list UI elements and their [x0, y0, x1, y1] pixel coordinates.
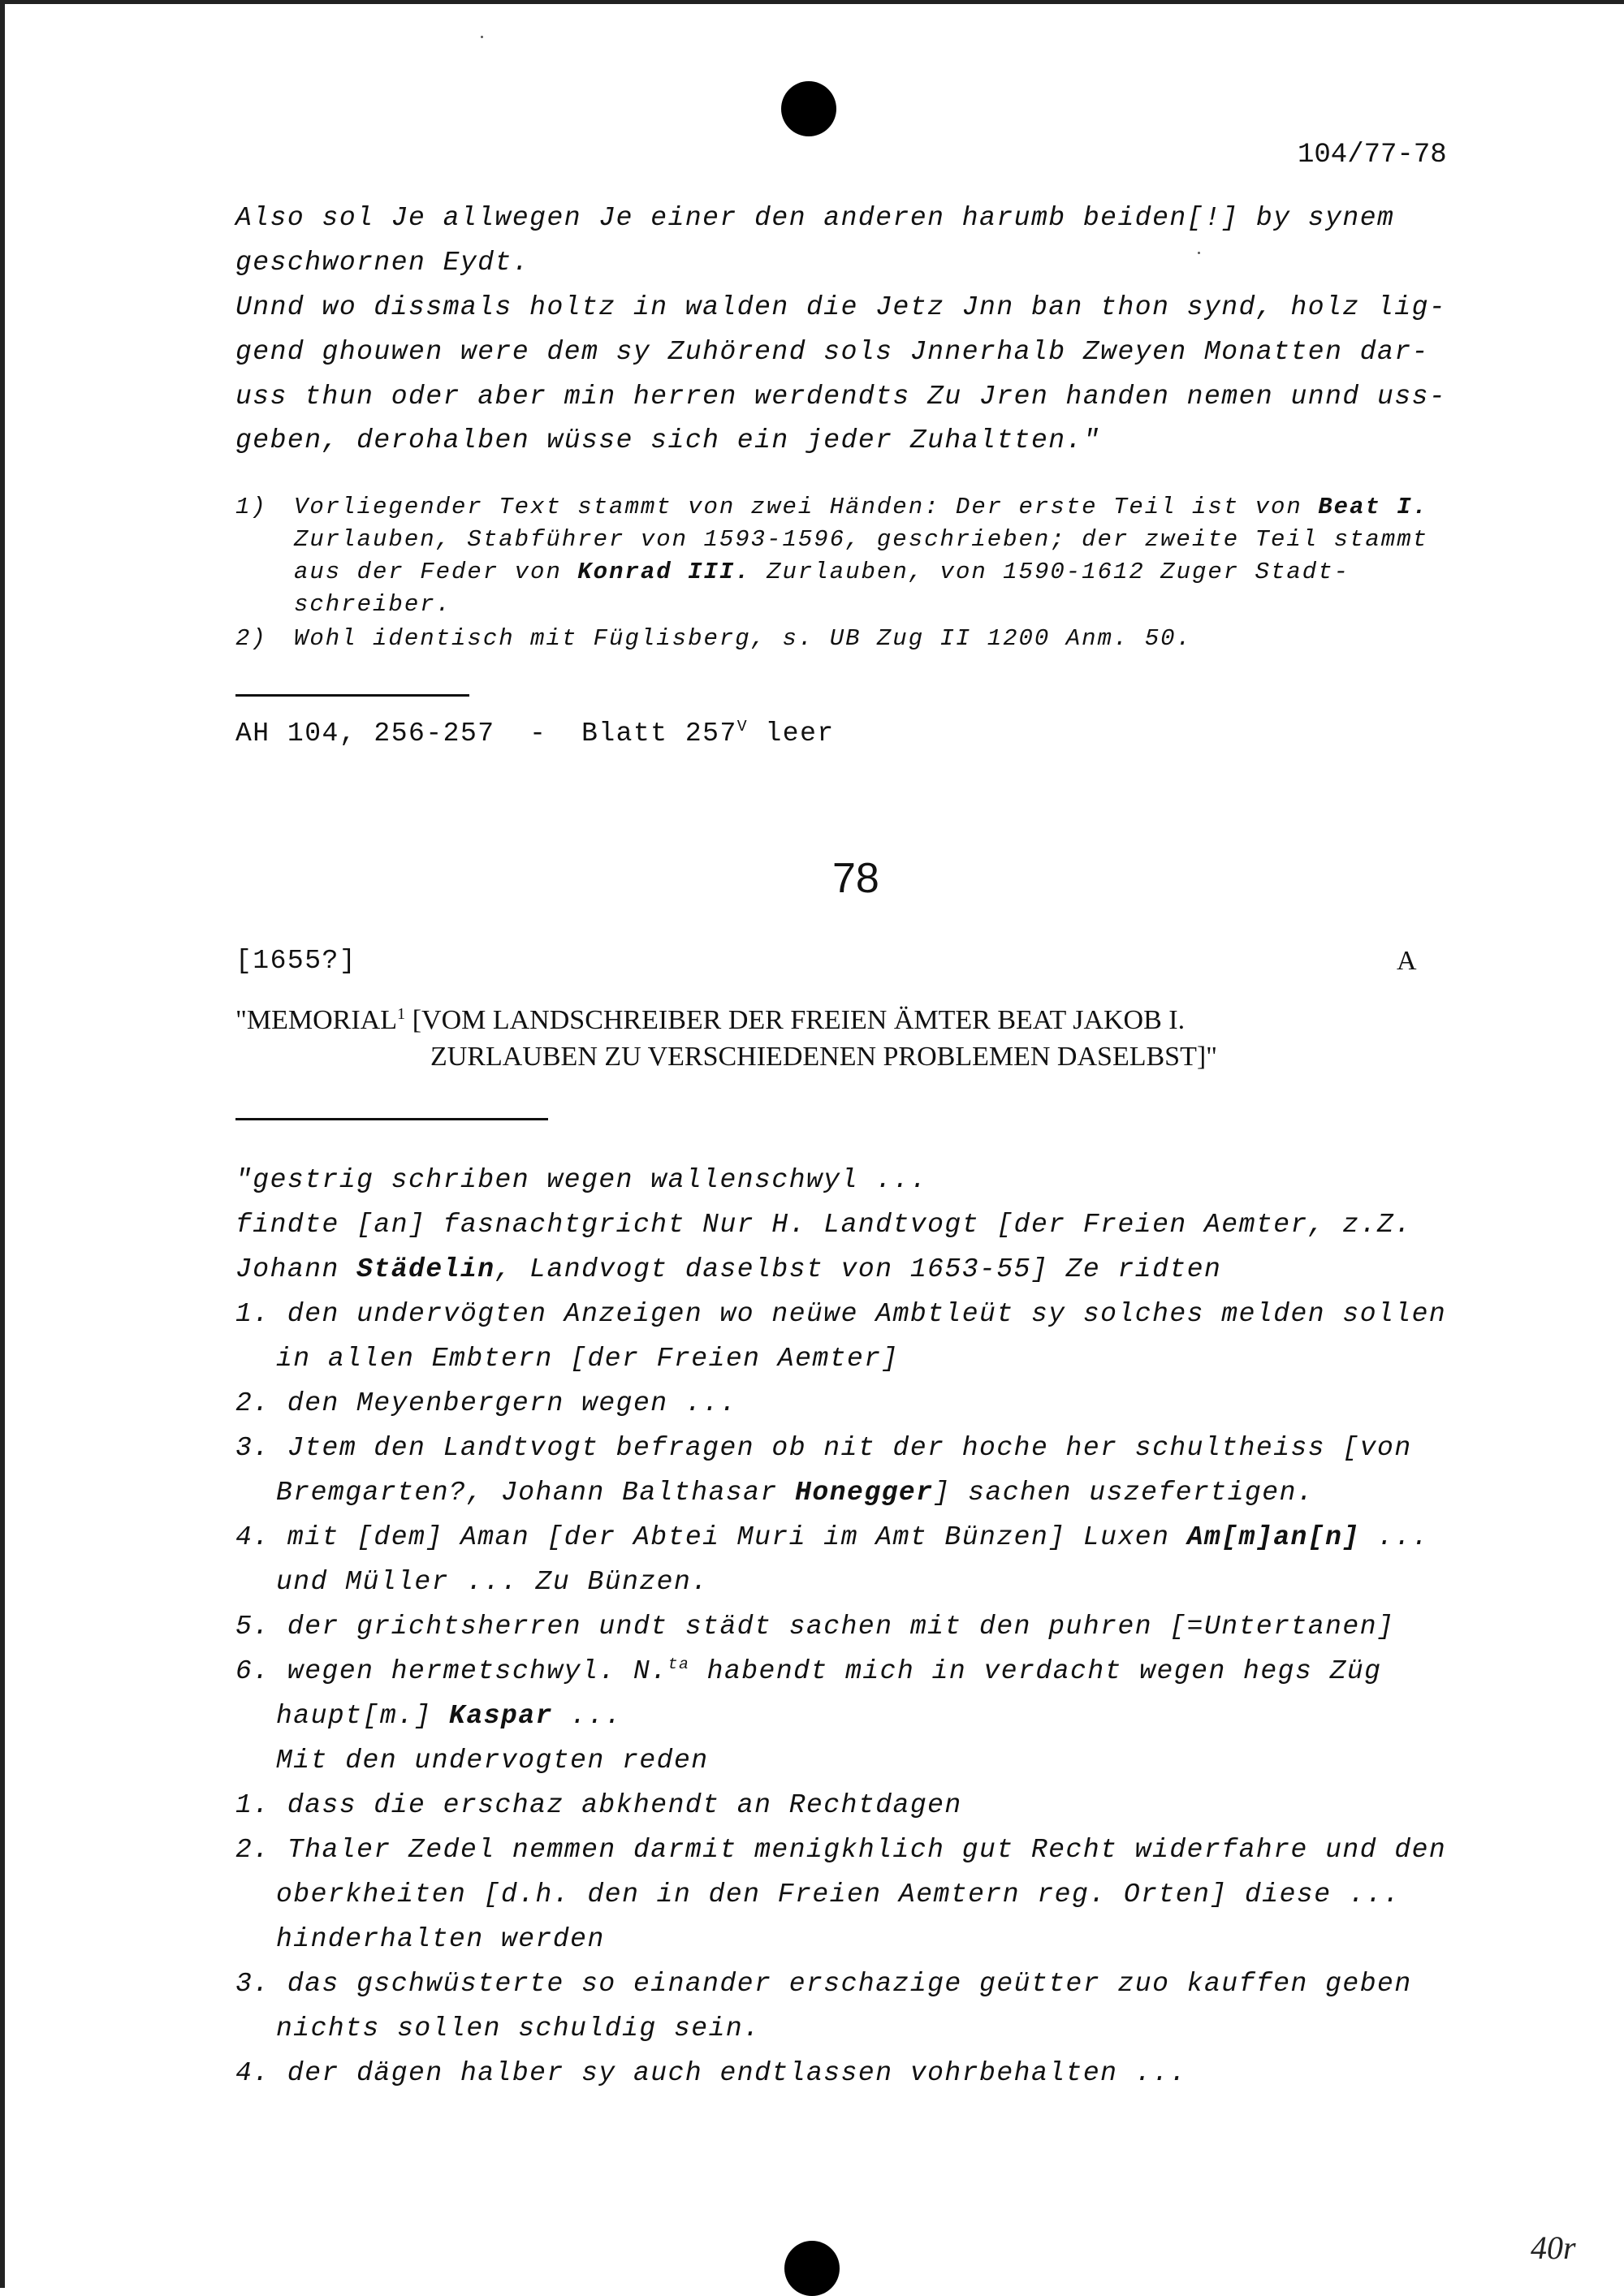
scan-speck: [1198, 252, 1200, 254]
quote-line: geschwornen Eydt.: [235, 248, 530, 278]
list-item-continuation: nichts sollen schuldig sein.: [276, 2013, 761, 2044]
document-letter: A: [1397, 946, 1417, 976]
list-item-continuation: haupt[m.] Kaspar ...: [276, 1701, 623, 1731]
list-item: 5. der grichtsherren undt städt sachen mit den puhren [=Untertanen]: [235, 1612, 1395, 1642]
list-item: 3. Jtem den Landtvogt befragen ob nit der hoche her schultheiss [von: [235, 1433, 1412, 1463]
list-item: 4. mit [dem] Aman [der Abtei Muri im Amt Bünzen] Luxen Am[m]an[n] ...: [235, 1522, 1429, 1552]
document-title-line-1: "MEMORIAL$^1$ [VOM LANDSCHREIBER DER FREIEN ÄMTER BEAT JAKOB I.: [235, 1004, 1186, 1035]
body-line: findte [an] fasnachtgricht Nur H. Landtvogt [der Freien Aemter, z.Z.: [235, 1210, 1412, 1240]
footnote-number: 1): [235, 494, 267, 520]
handwritten-folio-mark: 40r: [1531, 2229, 1576, 2266]
list-item-continuation: oberkheiten [d.h. den in den Freien Aemtern reg. Orten] diese ...: [276, 1880, 1401, 1910]
footnote-number: 2): [235, 625, 267, 652]
list-item-continuation: hinderhalten werden: [276, 1924, 605, 1954]
body-line: "gestrig schriben wegen wallenschwyl ...: [235, 1165, 928, 1195]
page-reference: 104/77-78: [1298, 140, 1447, 170]
scan-border-left: [0, 0, 5, 2288]
punch-hole-top: [781, 81, 836, 136]
quote-line: Unnd wo dissmals holtz in walden die Jetz Jnn ban thon synd, holz lig-: [235, 292, 1447, 322]
footnote-divider: [235, 694, 469, 697]
list-item-continuation: in allen Embtern [der Freien Aemter]: [276, 1344, 899, 1374]
quote-line: geben, derohalben wüsse sich ein jeder Zuhaltten.": [235, 425, 1101, 455]
footnote-1-line-3: aus der Feder von Konrad III. Zurlauben, von 1590-1612 Zuger Stadt-: [294, 559, 1350, 585]
list-item: 1. dass die erschaz abkhendt an Rechtdagen: [235, 1790, 962, 1820]
footnote-2-text: Wohl identisch mit Füglisberg, s. UB Zug II 1200 Anm. 50.: [294, 625, 1192, 652]
list-item: 1. den undervögten Anzeigen wo neüwe Ambtleüt sy solches melden sollen: [235, 1299, 1447, 1329]
document-title-line-2: ZURLAUBEN ZU VERSCHIEDENEN PROBLEMEN DASELBST]": [430, 1042, 1218, 1072]
footnote-1-line-1: Vorliegender Text stammt von zwei Händen: Der erste Teil ist von Beat I.: [294, 494, 1429, 520]
scan-speck: [481, 36, 483, 38]
footnote-1-line-2: Zurlauben, Stabführer von 1593-1596, geschrieben; der zweite Teil stammt: [294, 526, 1429, 553]
footnote-1-line-4: schreiber.: [294, 591, 452, 618]
subheading: Mit den undervogten reden: [276, 1746, 709, 1776]
title-divider: [235, 1118, 548, 1120]
list-item-continuation: und Müller ... Zu Bünzen.: [276, 1567, 709, 1597]
list-item: 2. Thaler Zedel nemmen darmit menigkhlich gut Recht widerfahre und den: [235, 1835, 1447, 1865]
source-reference: AH 104, 256-257 - Blatt $257^V$ leer: [235, 718, 835, 749]
quote-line: gend ghouwen were dem sy Zuhörend sols Jnnerhalb Zweyen Monatten dar-: [235, 337, 1429, 367]
quote-line: Also sol Je allwegen Je einer den anderen harumb beiden[!] by synem: [235, 203, 1395, 233]
list-item: 3. das gschwüsterte so einander erschazige geütter zuo kauffen geben: [235, 1969, 1412, 1999]
document-date: [1655?]: [235, 946, 357, 976]
quote-line: uss thun oder aber min herren werdendts Zu Jren handen nemen unnd uss-: [235, 382, 1447, 412]
scan-border-top: [0, 0, 1624, 4]
document-number: 78: [832, 855, 879, 902]
body-line: Johann Städelin, Landvogt daselbst von 1653-55] Ze ridten: [235, 1254, 1222, 1284]
list-item: 6. wegen hermetschwyl. N.$^{ta}$ habendt mich in verdacht wegen hegs Züg: [235, 1655, 1382, 1686]
list-item-continuation: Bremgarten?, Johann Balthasar Honegger] sachen uszefertigen.: [276, 1478, 1315, 1508]
list-item: 2. den Meyenbergern wegen ...: [235, 1388, 737, 1418]
list-item: 4. der dägen halber sy auch endtlassen vohrbehalten ...: [235, 2058, 1187, 2088]
